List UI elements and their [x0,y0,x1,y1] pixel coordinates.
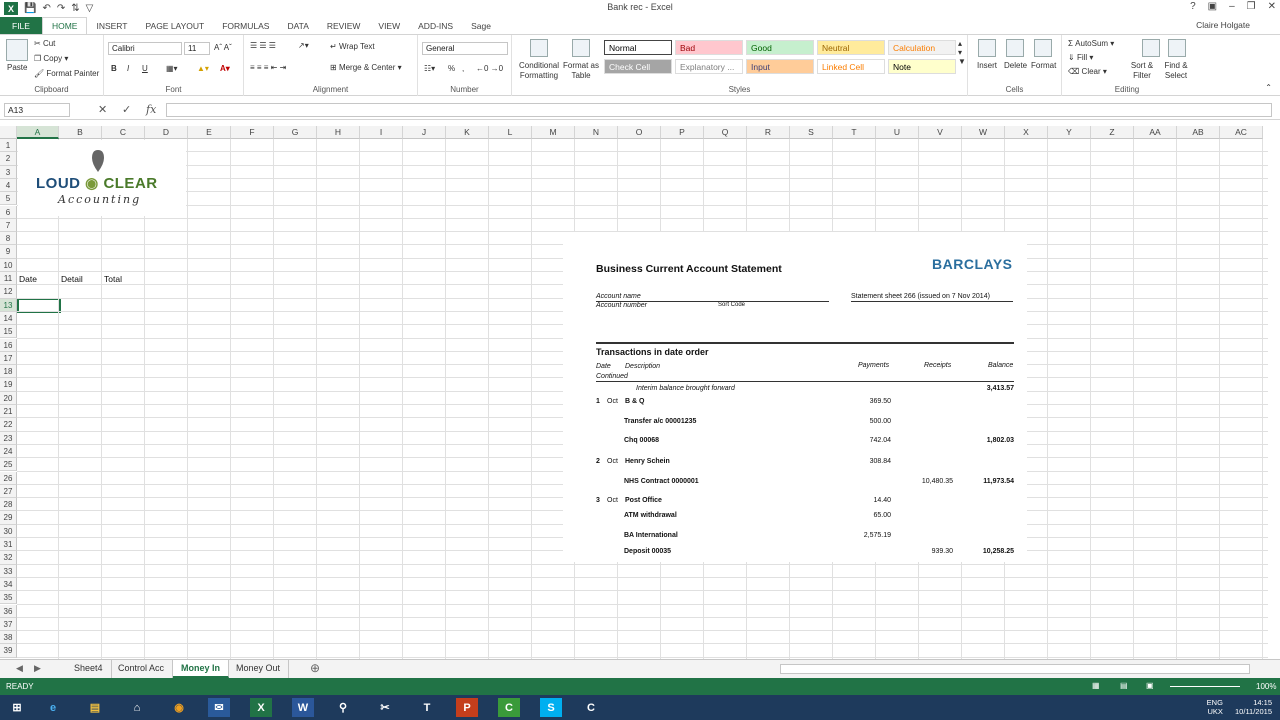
logo-loud: LOUD [36,175,81,192]
format-as-table-icon[interactable] [572,39,590,57]
number-label: Number [450,85,479,94]
row-header[interactable]: 1 [0,139,17,152]
close-icon[interactable]: ✕ [1267,1,1276,12]
row-header[interactable]: 13 [0,299,17,312]
font-grow-shrink-icon[interactable]: Aˆ Aˇ [214,43,232,52]
column-header[interactable]: X [1005,126,1048,139]
save-icon[interactable]: 💾 [24,3,37,14]
delete-cells-icon[interactable] [1006,39,1024,57]
comma-style-icon[interactable]: , [462,64,465,73]
column-header[interactable]: C [102,126,145,139]
autosum-button[interactable]: Σ AutoSum ▾ [1068,39,1115,48]
view-break-icon[interactable]: ▣ [1146,681,1154,690]
txn-payment: 308.84 [869,458,891,465]
tab-view[interactable]: VIEW [378,20,401,31]
formula-bar [0,100,1280,120]
user-name[interactable]: Claire Holgate [1196,20,1250,30]
underline-button[interactable]: U [142,64,148,73]
cancel-icon[interactable]: ✕ [98,104,108,116]
font-size-select[interactable]: 11 [184,42,210,55]
skype-icon[interactable]: S [540,698,562,717]
font-name-select[interactable]: Calibri [108,42,182,55]
clear-label: Clear [1081,67,1101,76]
accounting-format-icon[interactable]: ☷▾ [424,64,436,73]
editing-label: Editing [1114,85,1140,94]
gallery-scroll-icon[interactable]: ▴ ▾ ▼ [958,39,966,66]
camtasia-icon[interactable]: C [498,698,520,717]
number-group [418,35,512,96]
column-header[interactable]: AB [1177,126,1220,139]
format-button[interactable]: Format [1031,61,1057,70]
redo-icon[interactable]: ↷ [56,3,66,14]
tab-review[interactable]: REVIEW [326,20,361,31]
row-header[interactable]: 22 [0,418,17,431]
cell-b11[interactable]: Detail [61,274,83,284]
zoom-level[interactable]: 100% [1256,682,1277,691]
cell-style-7[interactable]: Input [746,59,814,74]
find-select-icon[interactable] [1168,39,1186,57]
copy-label: Copy [43,54,63,63]
horizontal-scrollbar[interactable] [780,664,1250,674]
undo-icon[interactable]: ↶ [42,3,51,14]
txn-receipt: 10,480.35 [921,478,953,485]
section-heading: Transactions in date order [596,347,709,357]
status-ready: READY [6,682,34,691]
tab-file[interactable]: FILE [0,17,42,34]
txn-day: 3 [596,497,600,504]
row-header[interactable]: 19 [0,378,17,391]
alignment-group [244,35,418,96]
row-header[interactable]: 24 [0,445,17,458]
format-cells-icon[interactable] [1034,39,1052,57]
row-header[interactable]: 25 [0,458,17,471]
row-header[interactable]: 39 [0,644,17,657]
cell-c11[interactable]: Total [104,274,122,284]
cell-style-0[interactable]: Normal [604,40,672,55]
txn-month: Oct [607,398,618,405]
home-icon[interactable]: ⌂ [133,701,141,714]
row-header[interactable]: 35 [0,591,17,604]
grid-row-line [17,178,1268,179]
row-header[interactable]: 21 [0,405,17,418]
row-header[interactable]: 29 [0,511,17,524]
restore-icon[interactable]: ❐ [1246,1,1256,12]
view-normal-icon[interactable]: ▦ [1092,681,1100,690]
row-header[interactable]: 2 [0,152,17,165]
col-receipts: Receipts [924,362,952,369]
txn-payment: 2,575.19 [863,532,891,539]
bank-name: BARCLAYS [932,256,1013,272]
col-description: Description [625,363,661,370]
grid-row-line [17,218,1268,219]
cut-button[interactable]: ✂ Cut [34,39,56,48]
column-header[interactable]: D [145,126,188,139]
account-number-label: Account number [596,302,647,309]
row-header[interactable]: 6 [0,206,17,219]
alignment-label: Alignment [312,85,349,94]
tab-sage[interactable]: Sage [471,20,491,31]
txn-balance: 10,258.25 [982,548,1014,555]
row-header[interactable]: 10 [0,259,17,272]
search-tool-icon[interactable]: ⚲ [338,702,348,714]
column-header[interactable]: AA [1134,126,1177,139]
fill-label: Fill [1076,53,1088,62]
ribbon [0,34,1280,96]
column-header[interactable]: V [919,126,962,139]
window-controls [1190,1,1276,12]
txn-description: BA International [624,532,678,539]
cells-label: Cells [1005,85,1024,94]
sort-ascending-icon[interactable]: ⇅ [71,3,80,14]
sort-code-label: Sort Code [718,302,746,308]
column-header[interactable]: J [403,126,446,139]
view-layout-icon[interactable]: ▤ [1120,681,1128,690]
app-c-icon[interactable]: C [587,701,595,714]
row-header[interactable]: 32 [0,551,17,564]
rule-2 [851,301,1013,302]
help-icon[interactable]: ? [1190,1,1196,12]
grid-row-line [17,590,1268,591]
sheet-tab-bar [0,659,1280,678]
row-header[interactable]: 8 [0,232,17,245]
wrap-text-button[interactable]: ↵ Wrap Text [330,42,375,51]
tray-lang2: UKX [1207,707,1223,716]
row-header[interactable]: 11 [0,272,17,285]
continued-label: Continued [596,373,628,380]
sheet-nav-next-icon[interactable]: ▶ [34,663,41,673]
tray-lang1: ENG [1206,698,1223,707]
column-header[interactable]: F [231,126,274,139]
row-header[interactable]: 38 [0,631,17,644]
sheet-tab-money-out[interactable]: Money Out [228,660,289,678]
fill-button[interactable]: ⇓ Fill ▾ [1068,53,1094,62]
styles-group [512,35,968,96]
row-header[interactable]: 26 [0,472,17,485]
cell-style-6[interactable]: Explanatory ... [675,59,743,74]
txn-description: Chq 00068 [624,437,660,444]
col-payments: Payments [858,362,890,369]
wrap-text-label: Wrap Text [338,42,375,51]
tab-insert[interactable]: INSERT [96,20,128,31]
row-header[interactable]: 36 [0,605,17,618]
txn-month: Oct [607,458,618,465]
decimal-icons[interactable]: ←0 →0 [476,64,504,73]
conditional-formatting-icon[interactable] [530,39,548,57]
col-balance: Balance [988,362,1014,369]
format-painter-button[interactable]: 🖌 Format Painter [34,69,100,78]
row-header[interactable]: 9 [0,245,17,258]
txn-payment: 369.50 [869,398,891,405]
clipboard-label: Clipboard [34,85,69,94]
font-group [104,35,244,96]
row-header[interactable]: 16 [0,339,17,352]
txn-description: Interim balance brought forward [636,385,735,392]
font-color-icon[interactable]: A▾ [220,64,230,73]
cell-style-8[interactable]: Linked Cell [817,59,885,74]
column-header[interactable]: B [59,126,102,139]
copy-button[interactable]: ❐ Copy ▾ [34,54,69,63]
formula-input[interactable] [166,103,1272,117]
logo-subtitle: Accounting [58,193,142,206]
row-header[interactable]: 20 [0,392,17,405]
select-all-corner[interactable] [0,126,17,139]
txn-description: Transfer a/c 00001235 [624,418,697,425]
column-header[interactable]: H [317,126,360,139]
grid-row-line [17,617,1268,618]
txn-payment: 742.04 [869,437,891,444]
ribbon-tabs [0,17,1280,34]
sort-filter-icon[interactable] [1142,39,1160,57]
row-header[interactable]: 4 [0,179,17,192]
column-header[interactable]: Z [1091,126,1134,139]
bold-button[interactable]: B [111,64,117,73]
start-icon[interactable]: ⊞ [12,702,22,714]
grid-row-line [17,657,1268,658]
borders-icon[interactable]: ▦▾ [166,64,178,73]
grid-row-line [17,577,1268,578]
tab-formulas[interactable]: FORMULAS [222,20,270,31]
number-format-select[interactable]: General [422,42,508,55]
row-header[interactable]: 34 [0,578,17,591]
paste-icon[interactable] [6,39,28,61]
insert-cells-icon[interactable] [978,39,996,57]
column-header[interactable]: L [489,126,532,139]
insert-button[interactable]: Insert [977,61,998,70]
row-header[interactable]: 3 [0,166,17,179]
column-header[interactable]: E [188,126,231,139]
merge-center-button[interactable]: ⊞ Merge & Center ▾ [330,63,402,72]
txn-description: Post Office [625,497,662,504]
txn-month: Oct [607,497,618,504]
column-header[interactable]: Q [704,126,747,139]
column-header[interactable]: K [446,126,489,139]
mail-icon[interactable]: ✉ [208,698,230,717]
file-explorer-icon[interactable]: ▤ [89,702,101,714]
sheet-tab-sheet4[interactable]: Sheet4 [66,660,112,678]
filter-icon[interactable]: ▽ [85,3,94,14]
rule-4 [596,381,1014,382]
tab-page-layout[interactable]: PAGE LAYOUT [145,20,205,31]
grid-row-line [17,205,1268,206]
firefox-icon[interactable]: ◉ [174,702,184,714]
cell-a11[interactable]: Date [19,274,37,284]
txn-description: B & Q [625,398,645,405]
window-title: Bank rec - Excel [607,2,673,12]
statement-sheet: Statement sheet 266 (issued on 7 Nov 2014) [851,293,990,300]
app-t-icon[interactable]: T [423,701,431,714]
rule-3 [596,342,1014,344]
format-as-table-button[interactable]: Format as Table [562,61,599,80]
cell-style-4[interactable]: Calculation [888,40,956,55]
column-header[interactable]: T [833,126,876,139]
cell-style-5[interactable]: Check Cell [604,59,672,74]
row-header[interactable]: 15 [0,325,17,338]
tray-clock[interactable] [1235,698,1272,716]
column-header[interactable]: U [876,126,919,139]
sheet-tab-money-in[interactable]: Money In [173,660,229,678]
sort-filter-button[interactable]: Sort & Filter [1130,61,1154,80]
grid-row-line [17,151,1268,152]
orientation-icon[interactable]: ↗▾ [298,41,309,50]
txn-description: NHS Contract 0000001 [624,478,699,485]
excel-taskbar-icon[interactable]: X [250,698,272,717]
enter-icon[interactable]: ✓ [122,104,132,116]
column-header[interactable]: O [618,126,661,139]
grid-row-line [17,630,1268,631]
grid-row-line [17,191,1268,192]
grid-row-line [17,643,1268,644]
merge-center-label: Merge & Center [338,63,396,72]
column-header[interactable]: I [360,126,403,139]
txn-description: Deposit 00035 [624,548,672,555]
txn-receipt: 939.30 [931,548,953,555]
column-header[interactable]: G [274,126,317,139]
new-sheet-icon[interactable]: ⊕ [310,661,321,675]
powerpoint-icon[interactable]: P [456,698,478,717]
system-tray [1207,698,1272,716]
grid-row-line [17,564,1268,565]
sheet-nav-prev-icon[interactable]: ◀ [16,663,23,673]
row-header[interactable]: 7 [0,219,17,232]
horizontal-align-icons[interactable]: ≡ ≡ ≡ ⇤ ⇥ [250,63,287,72]
insert-function-button[interactable]: fx [146,103,157,116]
tab-data[interactable]: DATA [287,20,309,31]
txn-balance: 1,802.03 [986,437,1014,444]
tray-date: 10/11/2015 [1235,707,1272,716]
col-date: Date [596,363,611,370]
cell-style-3[interactable]: Neutral [817,40,885,55]
txn-payment: 65.00 [873,512,891,519]
find-select-button[interactable]: Find & Select [1164,61,1188,80]
snipping-tool-icon[interactable]: ✂ [380,702,390,714]
txn-day: 2 [596,458,600,465]
row-header[interactable]: 18 [0,365,17,378]
zoom-slider[interactable] [1170,686,1240,687]
txn-balance: 3,413.57 [986,385,1014,392]
txn-balance: 11,973.54 [983,478,1014,485]
italic-button[interactable]: I [127,64,130,73]
minimize-icon[interactable]: – [1229,1,1235,12]
bank-statement-image[interactable] [563,232,1027,562]
cut-label: Cut [42,39,56,48]
clipboard-group [0,35,104,96]
row-header[interactable]: 5 [0,192,17,205]
cell-style-1[interactable]: Bad [675,40,743,55]
tab-add-ins[interactable]: ADD-INS [418,20,454,31]
column-header[interactable]: A [17,126,59,139]
delete-button[interactable]: Delete [1004,61,1028,70]
row-header[interactable]: 27 [0,485,17,498]
logo-clear: CLEAR [103,175,158,192]
autosum-label: AutoSum [1075,39,1109,48]
cell-style-2[interactable]: Good [746,40,814,55]
vertical-align-icons[interactable]: ☰ ☰ ☰ [250,41,276,50]
row-header[interactable]: 12 [0,285,17,298]
column-header[interactable]: W [962,126,1005,139]
column-header[interactable]: Y [1048,126,1091,139]
row-header[interactable]: 14 [0,312,17,325]
column-header[interactable]: N [575,126,618,139]
company-logo[interactable] [18,140,186,216]
taskbar [0,695,1280,720]
account-name-label: Account name [596,293,641,300]
internet-explorer-icon[interactable]: e [49,701,57,714]
row-header[interactable]: 30 [0,525,17,538]
collapse-ribbon-icon[interactable]: ⌃ [1265,83,1272,92]
name-box[interactable]: A13 [4,103,70,117]
column-header[interactable]: AC [1220,126,1263,139]
percent-button[interactable]: % [448,64,456,73]
cells-group [968,35,1062,96]
grid-row-line [17,165,1268,166]
status-bar [0,678,1280,695]
row-header[interactable]: 17 [0,352,17,365]
tray-language[interactable] [1207,698,1223,716]
logo-text-main: LOUD ◉ CLEAR [36,175,158,192]
conditional-formatting-button[interactable]: Conditional Formatting [518,61,560,80]
clear-button[interactable]: ⌫ Clear ▾ [1068,67,1107,76]
column-header[interactable]: R [747,126,790,139]
row-header[interactable]: 31 [0,538,17,551]
row-header[interactable]: 23 [0,432,17,445]
txn-payment: 14.40 [873,497,891,504]
row-header[interactable]: 33 [0,565,17,578]
fill-color-icon[interactable]: ▲▾ [197,64,209,73]
title-bar [0,0,1280,17]
format-painter-label: Format Painter [46,69,100,78]
statement-title: Business Current Account Statement [596,263,782,275]
paste-button[interactable]: Paste [7,63,28,72]
row-header[interactable]: 37 [0,618,17,631]
column-header[interactable]: M [532,126,575,139]
word-icon[interactable]: W [292,698,314,717]
font-label: Font [165,85,182,94]
row-header[interactable]: 28 [0,498,17,511]
txn-payment: 500.00 [869,418,891,425]
excel-logo-icon: X [4,2,18,15]
styles-label: Styles [728,85,751,94]
rule-1 [596,301,829,302]
column-header[interactable]: S [790,126,833,139]
txn-day: 1 [596,398,600,405]
editing-group [1062,35,1192,96]
tray-time: 14:15 [1253,698,1272,707]
grid-row-line [17,604,1268,605]
txn-description: Henry Schein [625,458,670,465]
txn-description: ATM withdrawal [624,512,677,519]
tab-home[interactable]: HOME [42,17,88,34]
sheet-tab-control-acc[interactable]: Control Acc [110,660,173,678]
cell-style-9[interactable]: Note [888,59,956,74]
ribbon-display-icon[interactable]: ▣ [1207,1,1218,12]
column-header[interactable]: P [661,126,704,139]
